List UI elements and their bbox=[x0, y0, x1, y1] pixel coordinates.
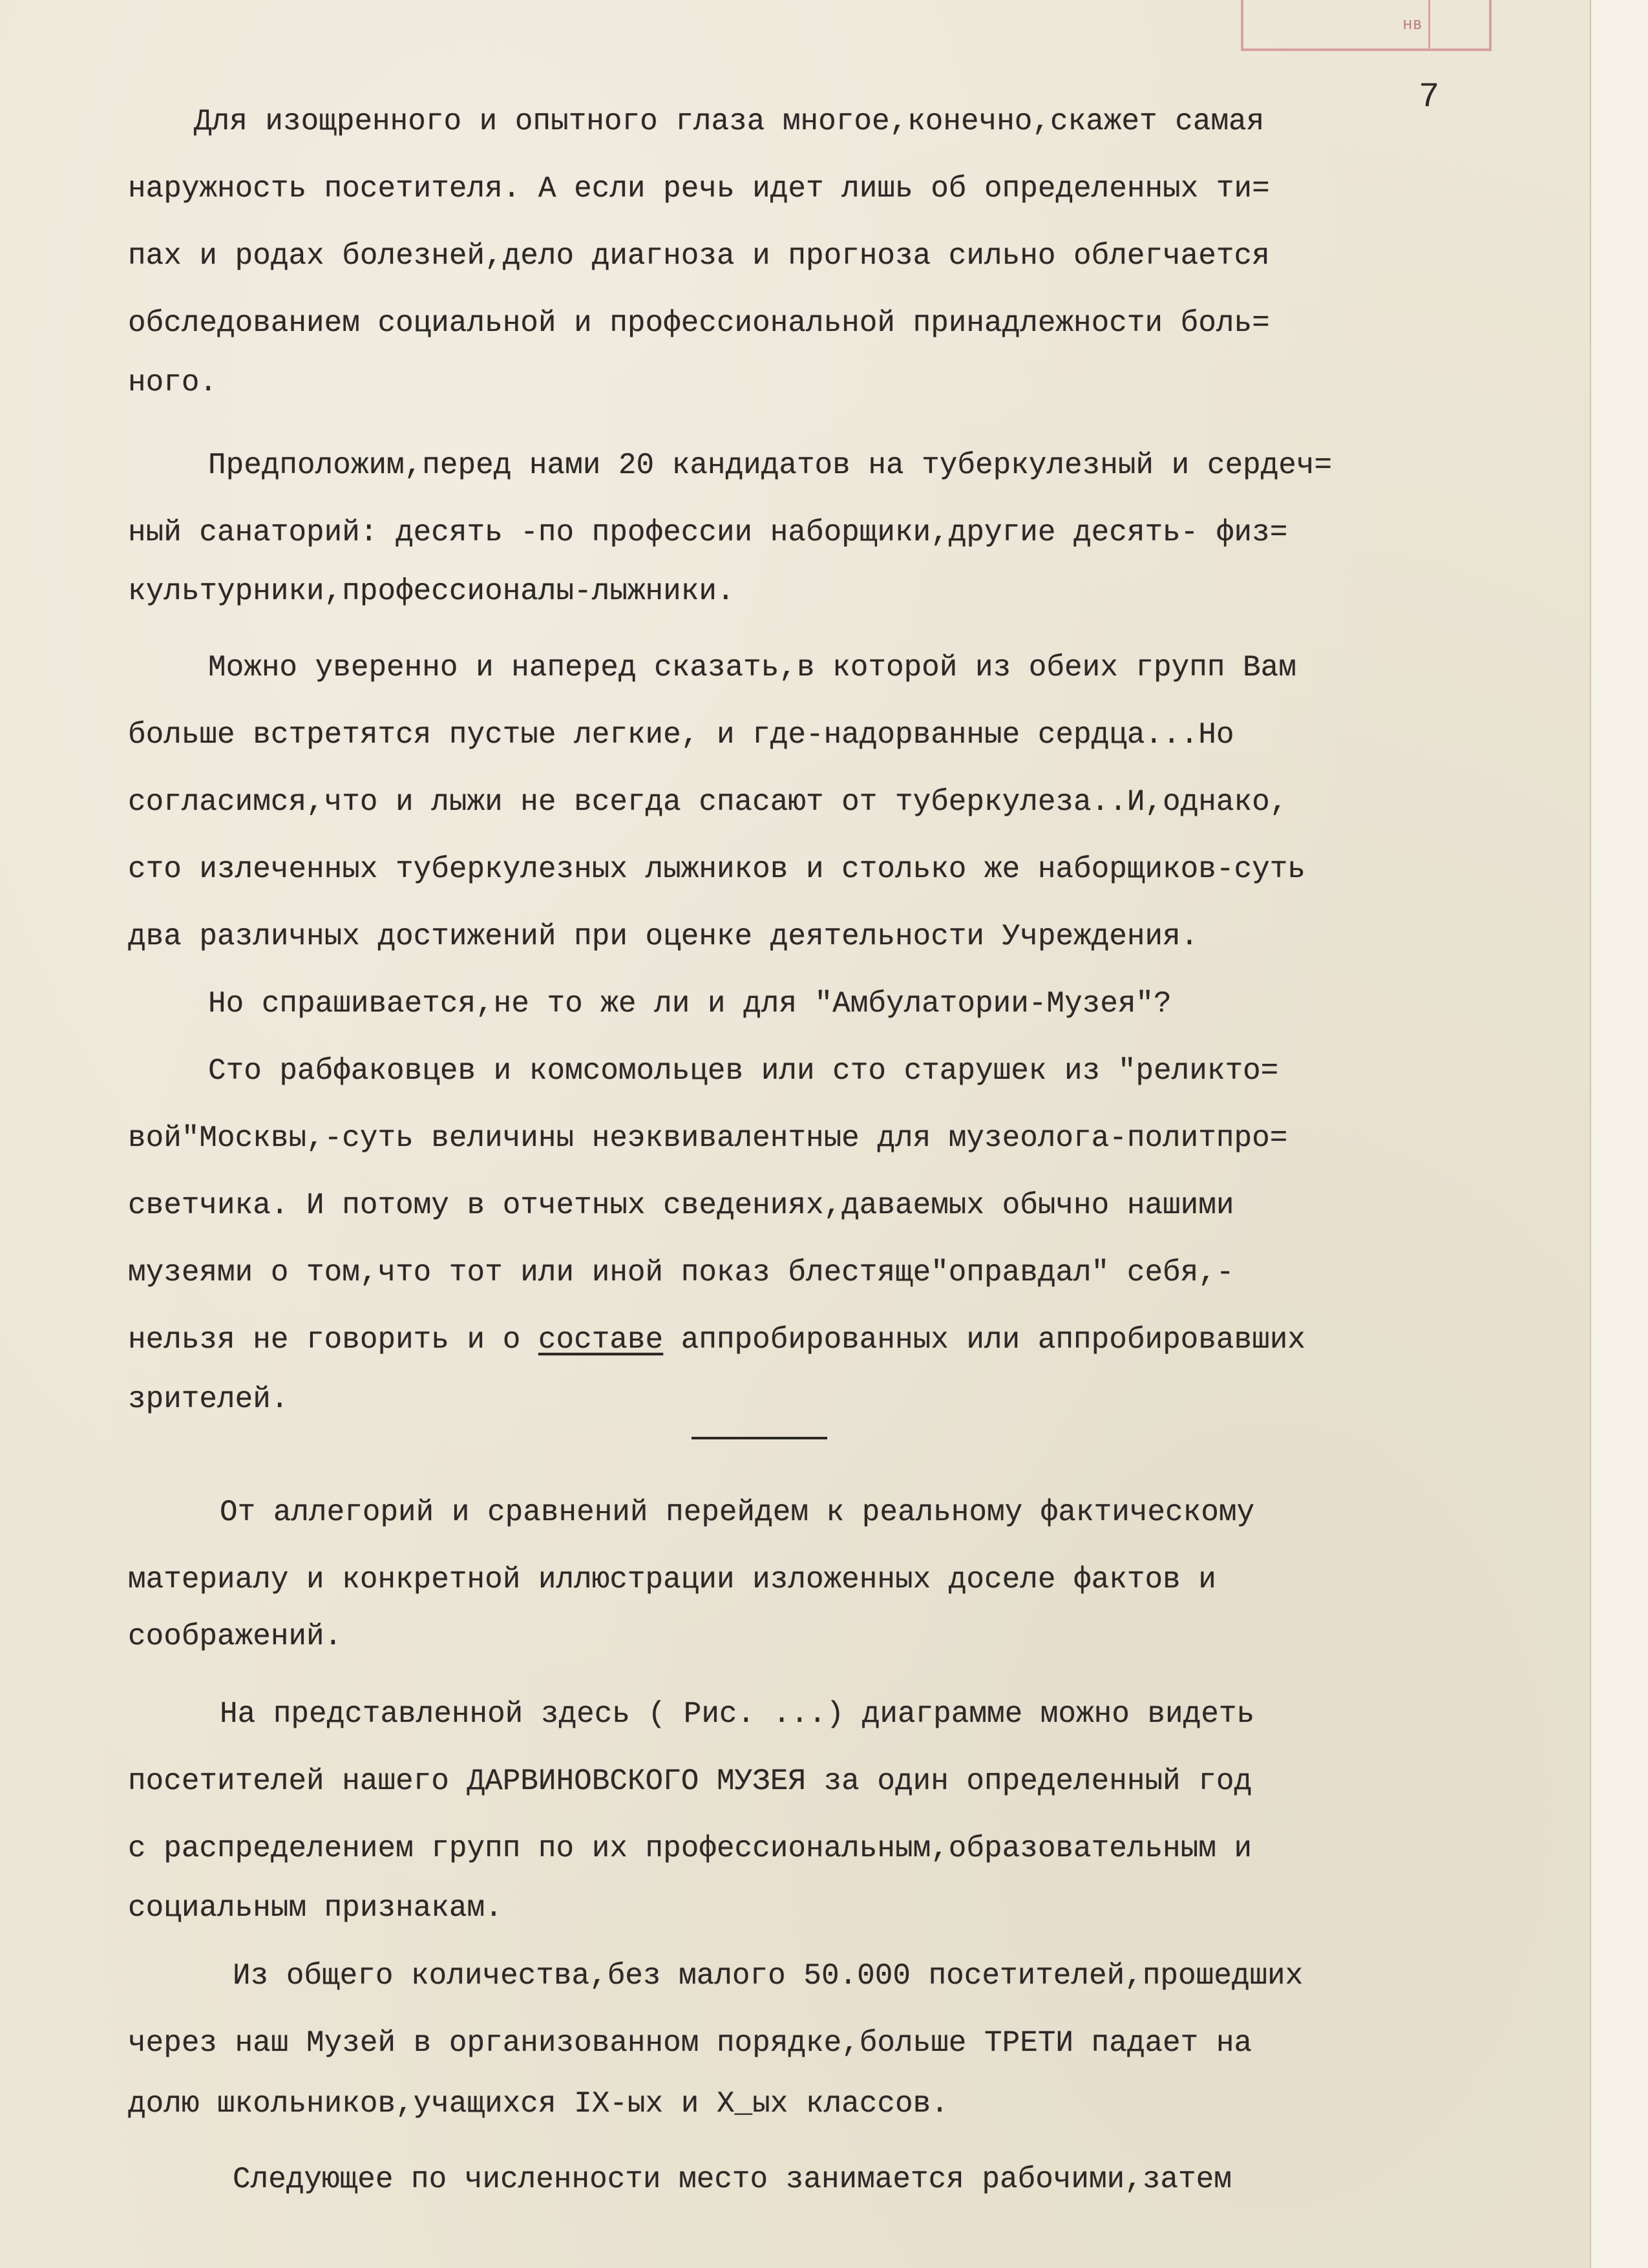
text-line bbox=[128, 1320, 1305, 1359]
text-line: Сто рабфаковцев и комсомольцев или сто старушек из "реликто= bbox=[208, 1054, 1279, 1088]
text-line: соображений. bbox=[128, 1620, 343, 1653]
text-line: От аллегорий и сравнений перейдем к реальному фактическому bbox=[220, 1496, 1255, 1529]
text-line: материалу и конкретной иллюстрации изложенных доселе фактов и bbox=[128, 1563, 1216, 1596]
text-line: Для изощренного и опытного глаза многое,конечно,скажет самая bbox=[194, 105, 1265, 138]
text-line: наружность посетителя. А если речь идет лишь об определенных ти= bbox=[128, 172, 1270, 206]
text-line: два различных достижений при оценке деятельности Учреждения. bbox=[128, 920, 1199, 953]
text-line: больше встретятся пустые легкие, и где-надорванные сердца...Но bbox=[128, 718, 1234, 752]
text-line: Но спрашивается,не то же ли и для "Амбулатории-Музея"? bbox=[208, 987, 1172, 1021]
text-line: зрителей. bbox=[128, 1383, 289, 1416]
text-line: посетителей нашего ДАРВИНОВСКОГО МУЗЕЯ за один определенный год bbox=[128, 1765, 1252, 1798]
text-line: сто излеченных туберкулезных лыжников и столько же наборщиков-суть bbox=[128, 853, 1305, 886]
section-divider bbox=[692, 1437, 827, 1439]
text-fragment: аппробированных или аппробировавших bbox=[663, 1323, 1305, 1357]
archive-stamp-cell bbox=[1428, 0, 1482, 48]
text-line: обследованием социальной и профессиональной принадлежности боль= bbox=[128, 306, 1270, 340]
text-line: На представленной здесь ( Рис. ...) диаграмме можно видеть bbox=[220, 1697, 1255, 1731]
text-line: ный санаторий: десять -по профессии наборщики,другие десять- физ= bbox=[128, 516, 1288, 549]
text-line: культурники,профессионалы-лыжники. bbox=[128, 575, 735, 608]
text-line: долю школьников,учащихся IX-ых и X_ых классов. bbox=[128, 2087, 949, 2121]
text-line: пах и родах болезней,дело диагноза и прогноза сильно облегчается bbox=[128, 239, 1270, 273]
text-line: светчика. И потому в отчетных сведениях,даваемых обычно нашими bbox=[128, 1189, 1234, 1222]
page-number: 7 bbox=[1419, 78, 1440, 117]
text-line: согласимся,что и лыжи не всегда спасают от туберкулеза..И,однако, bbox=[128, 785, 1288, 819]
text-line: Следующее по численности место занимается рабочими,затем bbox=[233, 2163, 1232, 2196]
text-line: с распределением групп по их профессиональным,образовательным и bbox=[128, 1832, 1252, 1865]
text-line: музеями о том,что тот или иной показ блестяще"оправдал" себя,- bbox=[128, 1256, 1234, 1289]
text-line: через наш Музей в организованном порядке,больше ТРЕТИ падает на bbox=[128, 2026, 1252, 2060]
paper-edge-strip bbox=[1590, 0, 1648, 2268]
archive-stamp-text: нв bbox=[1402, 14, 1423, 34]
text-line: Можно уверенно и наперед сказать,в которой из обеих групп Вам bbox=[208, 651, 1296, 684]
text-line: социальным признакам. bbox=[128, 1891, 503, 1925]
underlined-word: составе bbox=[538, 1323, 664, 1357]
text-line: Предположим,перед нами 20 кандидатов на туберкулезный и сердеч= bbox=[208, 449, 1333, 482]
text-fragment: нельзя не говорить и о bbox=[128, 1323, 538, 1357]
text-line: вой"Москвы,-суть величины неэквивалентные для музеолога-политпро= bbox=[128, 1121, 1288, 1155]
text-line: Из общего количества,без малого 50.000 посетителей,прошедших bbox=[233, 1959, 1304, 1993]
text-line: ного. bbox=[128, 366, 218, 399]
